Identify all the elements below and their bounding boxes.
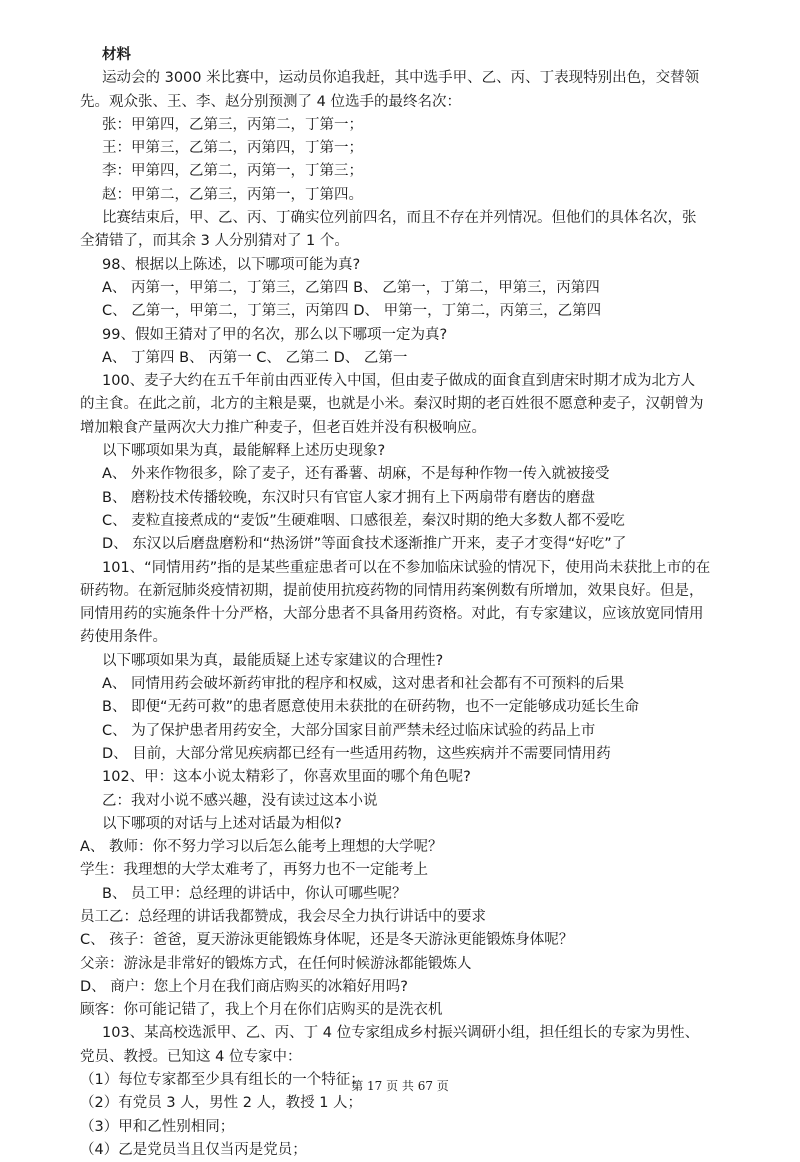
option-line: D、 目前，大部分常见疾病都已经有一些适用药物，这些疾病并不需要同情用药 [102,745,611,762]
question-prompt: 以下哪项的对话与上述对话最为相似? [102,815,342,832]
document-body [80,44,744,1162]
paragraph-line: 全猜错了，而其余 3 人分别猜对了 1 个。 [80,233,349,250]
option-line: A、 丁第四 B、 丙第一 C、 乙第二 D、 乙第一 [102,349,408,366]
question-98: 98、根据以上陈述，以下哪项可能为真? [102,256,361,273]
option-line: C、 为了保护患者用药安全，大部分国家目前严禁未经过临床试验的药品上市 [102,722,596,739]
option-line: A、 外来作物很多，除了麦子，还有番薯、胡麻，不是每种作物一传入就被接受 [102,466,610,483]
paragraph-line: 同情用药的实施条件十分严格，大部分患者不具备用药资格。对此，有专家建议，应该放宽同情用 [80,606,704,623]
option-line: C、 乙第一，甲第二，丁第三，丙第四 D、 甲第一，丁第二，丙第三，乙第四 [102,303,602,320]
paragraph-line: 比赛结束后，甲、乙、丙、丁确实位列前四名，而且不存在并列情况。但他们的具体名次，张 [102,210,697,227]
condition-line: （1）每位专家都至少具有组长的一个特征； [80,1072,365,1089]
dialogue-line: 乙：我对小说不感兴趣，没有读过这本小说 [102,792,378,809]
question-prompt: 以下哪项如果为真，最能质疑上述专家建议的合理性? [102,652,444,669]
dialogue-line: 父亲：游泳是非常好的锻炼方式，在任何时候游泳都能锻炼人 [80,955,472,972]
condition-line: （4）乙是党员当且仅当丙是党员； [80,1141,307,1158]
option-line: D、 商户：您上个月在我们商店购买的冰箱好用吗? [80,978,408,995]
paragraph-line: 运动会的 3000 米比赛中，运动员你追我赶，其中选手甲、乙、丙、丁表现特别出色，交替领 [102,70,700,87]
question-103: 103、某高校选派甲、乙、丙、丁 4 位专家组成乡村振兴调研小组，担任组长的专家为男性、 [102,1025,700,1042]
prediction-line: 赵：甲第二，乙第三，丙第一，丁第四。 [102,186,363,203]
option-line: A、 丙第一，甲第二，丁第三，乙第四 B、 乙第一，丁第二，甲第三，丙第四 [102,279,600,296]
dialogue-line: 学生：我理想的大学太难考了，再努力也不一定能考上 [80,862,428,879]
option-line: B、 员工甲：总经理的讲话中，你认可哪些呢？ [102,885,407,902]
option-line: A、 同情用药会破坏新药审批的程序和权威，这对患者和社会都有不可预料的后果 [102,676,625,693]
condition-line: （3）甲和乙性别相同； [80,1118,235,1135]
paragraph-line: 的主食。在此之前，北方的主粮是粟，也就是小米。秦汉时期的老百姓很不愿意种麦子，汉朝曾为 [80,396,704,413]
paragraph-line: 药使用条件。 [80,629,167,646]
prediction-line: 张：甲第四，乙第三，丙第二，丁第一； [102,116,363,133]
option-line: A、 教师：你不努力学习以后怎么能考上理想的大学呢？ [80,839,443,856]
paragraph-line: 党员、教授。已知这 4 位专家中： [80,1048,302,1065]
option-line: B、 磨粉技术传播较晚，东汉时只有官宦人家才拥有上下两扇带有磨齿的磨盘 [102,489,596,506]
paragraph-line: 先。观众张、王、李、赵分别预测了 4 位选手的最终名次： [80,93,461,110]
question-102: 102、甲：这本小说太精彩了，你喜欢里面的哪个角色呢? [102,769,471,786]
section-title: 材料 [102,47,131,63]
question-100: 100、麦子大约在五千年前由西亚传入中国，但由麦子做成的面食直到唐宋时期才成为北方人 [102,373,696,390]
condition-line: （2）有党员 3 人，男性 2 人，教授 1 人； [80,1095,363,1112]
paragraph-line: 研药物。在新冠肺炎疫情初期，提前使用抗疫药物的同情用药案例数有所增加，效果良好。但是， [80,582,704,599]
option-line: B、 即便“无药可救”的患者愿意使用未获批的在研药物，也不一定能够成功延长生命 [102,699,640,716]
option-line: C、 麦粒直接煮成的“麦饭”生硬难咽、口感很差，秦汉时期的绝大多数人都不爱吃 [102,512,625,529]
question-101: 101、“同情用药”指的是某些重症患者可以在不参加临床试验的情况下，使用尚未获批上市的在 [102,559,711,576]
prediction-line: 王：甲第三，乙第二，丙第四，丁第一； [102,140,363,157]
option-line: D、 东汉以后磨盘磨粉和“热汤饼”等面食技术逐渐推广开来，麦子才变得“好吃”了 [102,536,627,553]
paragraph-line: 增加粮食产量两次大力推广种麦子，但老百姓并没有积极响应。 [80,419,486,436]
dialogue-line: 员工乙：总经理的讲话我都赞成，我会尽全力执行讲话中的要求 [80,908,486,925]
dialogue-line: 顾客：你可能记错了，我上个月在你们店购买的是洗衣机 [80,1002,443,1019]
page-footer: 第 17 页 共 67 页 [351,1079,449,1093]
question-prompt: 以下哪项如果为真，最能解释上述历史现象? [102,443,386,460]
prediction-line: 李：甲第四，乙第二，丙第一，丁第三； [102,163,363,180]
option-line: C、 孩子：爸爸，夏天游泳更能锻炼身体呢，还是冬天游泳更能锻炼身体呢？ [80,932,574,949]
question-99: 99、假如王猜对了甲的名次，那么以下哪项一定为真? [102,326,448,343]
